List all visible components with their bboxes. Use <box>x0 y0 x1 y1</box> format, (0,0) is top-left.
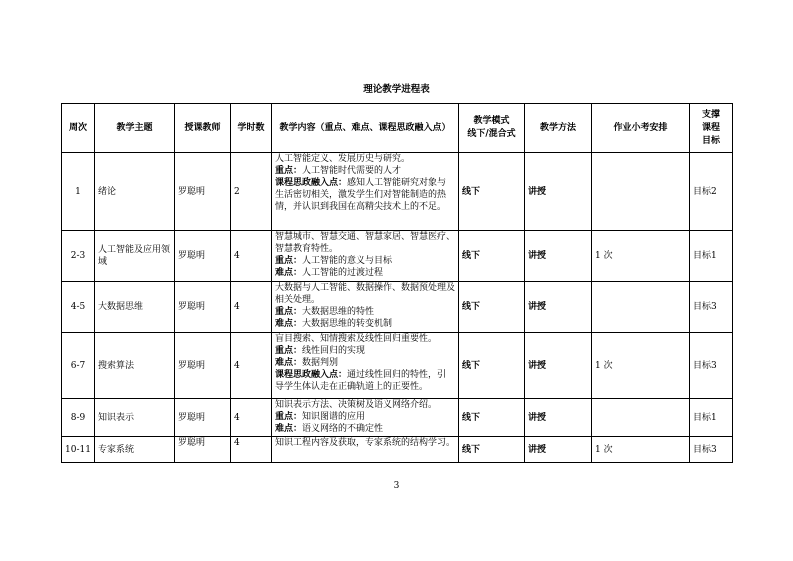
table-row <box>62 333 733 399</box>
header-hours: 学时数 <box>231 104 272 153</box>
cell-topic: 绪论 <box>95 153 175 231</box>
cell-goal: 目标3 <box>690 282 733 333</box>
difficulty-label: 难点： <box>275 319 303 329</box>
header-quiz: 作业小考安排 <box>592 104 690 153</box>
hours-value: 4 <box>234 360 240 371</box>
key-label: 重点： <box>275 346 303 356</box>
header-goal-line1: 支撑 <box>701 109 720 120</box>
key-point: 人工智能的意义与目标 <box>302 256 393 266</box>
header-method: 教学方法 <box>525 104 592 153</box>
cell-mode: 线下 <box>459 333 525 399</box>
cell-week: 2-3 <box>62 231 95 282</box>
key-point: 知识图谱的应用 <box>302 412 366 422</box>
header-content: 教学内容（重点、难点、课程思政融入点） <box>272 104 459 153</box>
cell-week: 8-9 <box>62 399 95 437</box>
cell-method: 讲授 <box>525 153 592 231</box>
header-mode <box>459 104 525 153</box>
hours-value: 4 <box>234 251 240 261</box>
teacher-name: 罗聪明 <box>178 412 206 423</box>
page-number: 3 <box>393 481 400 491</box>
cell-topic: 人工智能及应用领域 <box>95 231 175 282</box>
cell-goal: 目标3 <box>690 333 733 399</box>
cell-teacher <box>175 333 231 399</box>
cell-content <box>272 231 459 282</box>
difficulty-point: 数据判别 <box>302 358 339 368</box>
content-intro: 智慧城市、智慧交通、智慧家居、智慧医疗、智慧教育特性。 <box>275 232 456 254</box>
hours-value: 2 <box>234 186 240 197</box>
cell-quiz: 1 次 <box>592 333 690 399</box>
cell-mode: 线下 <box>459 437 525 463</box>
cell-goal: 目标1 <box>690 399 733 437</box>
cell-quiz: 1 次 <box>592 231 690 282</box>
cell-hours <box>231 153 272 231</box>
header-mode-line2: 线下/混合式 <box>467 129 516 139</box>
difficulty-label: 难点： <box>275 268 303 278</box>
teacher-name: 罗聪明 <box>178 302 206 312</box>
cell-method: 讲授 <box>525 231 592 282</box>
cell-hours <box>231 282 272 333</box>
difficulty-label: 难点： <box>275 424 303 434</box>
hours-value: 4 <box>234 302 240 312</box>
cell-content <box>272 282 459 333</box>
cell-topic: 知识表示 <box>95 399 175 437</box>
cell-teacher <box>175 231 231 282</box>
cell-quiz <box>592 282 690 333</box>
cell-goal: 目标3 <box>690 437 733 463</box>
header-goal-line3: 目标 <box>701 135 720 146</box>
key-point: 人工智能时代需要的人才 <box>302 166 402 176</box>
table-title: 理论教学进程表 <box>363 84 430 95</box>
cell-quiz: 1 次 <box>592 437 690 463</box>
header-mode-line1: 教学模式 <box>473 116 510 126</box>
difficulty-point: 大数据思维的转变机制 <box>302 319 393 329</box>
ideo-point: 感知人工智能研究对象与生活密切相关，激发学生们对智能制造的热情，并认识到我国在高精尖技术上的不足。 <box>275 178 447 212</box>
ideo-label: 课程思政融入点： <box>275 370 348 380</box>
cell-method: 讲授 <box>525 399 592 437</box>
key-label: 重点： <box>275 166 303 176</box>
teacher-name: 罗聪明 <box>178 186 206 197</box>
cell-goal: 目标2 <box>690 153 733 231</box>
cell-content <box>272 437 459 463</box>
key-label: 重点： <box>275 256 303 266</box>
table-row <box>62 437 733 463</box>
teacher-name: 罗聪明 <box>178 360 206 371</box>
difficulty-point: 语义网络的不确定性 <box>302 424 384 434</box>
cell-quiz <box>592 399 690 437</box>
hours-value: 4 <box>234 438 240 448</box>
difficulty-label: 难点： <box>275 358 303 368</box>
teacher-name: 罗聪明 <box>178 438 206 448</box>
ideo-point: 通过线性回归的特性，引导学生体认走在正确轨道上的正要性。 <box>275 370 447 392</box>
cell-week: 6-7 <box>62 333 95 399</box>
content-intro: 人工智能定义、发展历史与研究。 <box>275 154 411 164</box>
cell-mode: 线下 <box>459 231 525 282</box>
cell-topic: 专家系统 <box>95 437 175 463</box>
cell-content <box>272 333 459 399</box>
teaching-schedule-table <box>61 103 733 463</box>
key-label: 重点： <box>275 412 303 422</box>
key-point: 大数据思维的特性 <box>302 307 375 317</box>
key-point: 线性回归的实现 <box>302 346 366 356</box>
teacher-name: 罗聪明 <box>178 251 206 261</box>
table-row <box>62 153 733 231</box>
cell-hours <box>231 399 272 437</box>
cell-mode: 线下 <box>459 282 525 333</box>
cell-teacher <box>175 282 231 333</box>
cell-method: 讲授 <box>525 333 592 399</box>
table-row <box>62 282 733 333</box>
cell-mode: 线下 <box>459 153 525 231</box>
cell-method: 讲授 <box>525 437 592 463</box>
content-intro: 知识工程内容及获取，专家系统的结构学习。 <box>275 438 456 448</box>
hours-value: 4 <box>234 412 240 423</box>
cell-hours <box>231 231 272 282</box>
cell-quiz <box>592 153 690 231</box>
table-row <box>62 231 733 282</box>
content-intro: 盲目搜索、知情搜索及线性回归重要性。 <box>275 334 438 344</box>
header-row <box>62 104 733 153</box>
header-goal <box>690 104 733 153</box>
cell-content <box>272 153 459 231</box>
ideo-label: 课程思政融入点： <box>275 178 348 188</box>
cell-week: 10-11 <box>62 437 95 463</box>
key-label: 重点： <box>275 307 303 317</box>
cell-hours <box>231 333 272 399</box>
header-teacher: 授课教师 <box>175 104 231 153</box>
header-goal-line2: 课程 <box>701 122 720 133</box>
cell-mode: 线下 <box>459 399 525 437</box>
cell-week: 4-5 <box>62 282 95 333</box>
difficulty-point: 人工智能的过渡过程 <box>302 268 384 278</box>
content-intro: 知识表示方法、决策树及语义网络介绍。 <box>275 400 438 410</box>
header-topic: 教学主题 <box>95 104 175 153</box>
cell-goal: 目标1 <box>690 231 733 282</box>
cell-teacher <box>175 437 231 463</box>
cell-hours <box>231 437 272 463</box>
cell-teacher <box>175 399 231 437</box>
content-intro: 大数据与人工智能、数据操作、数据预处理及相关处理。 <box>275 283 456 305</box>
cell-teacher <box>175 153 231 231</box>
header-week: 周次 <box>62 104 95 153</box>
cell-week: 1 <box>62 153 95 231</box>
cell-topic: 大数据思维 <box>95 282 175 333</box>
cell-topic: 搜索算法 <box>95 333 175 399</box>
cell-method: 讲授 <box>525 282 592 333</box>
table-row <box>62 399 733 437</box>
cell-content <box>272 399 459 437</box>
